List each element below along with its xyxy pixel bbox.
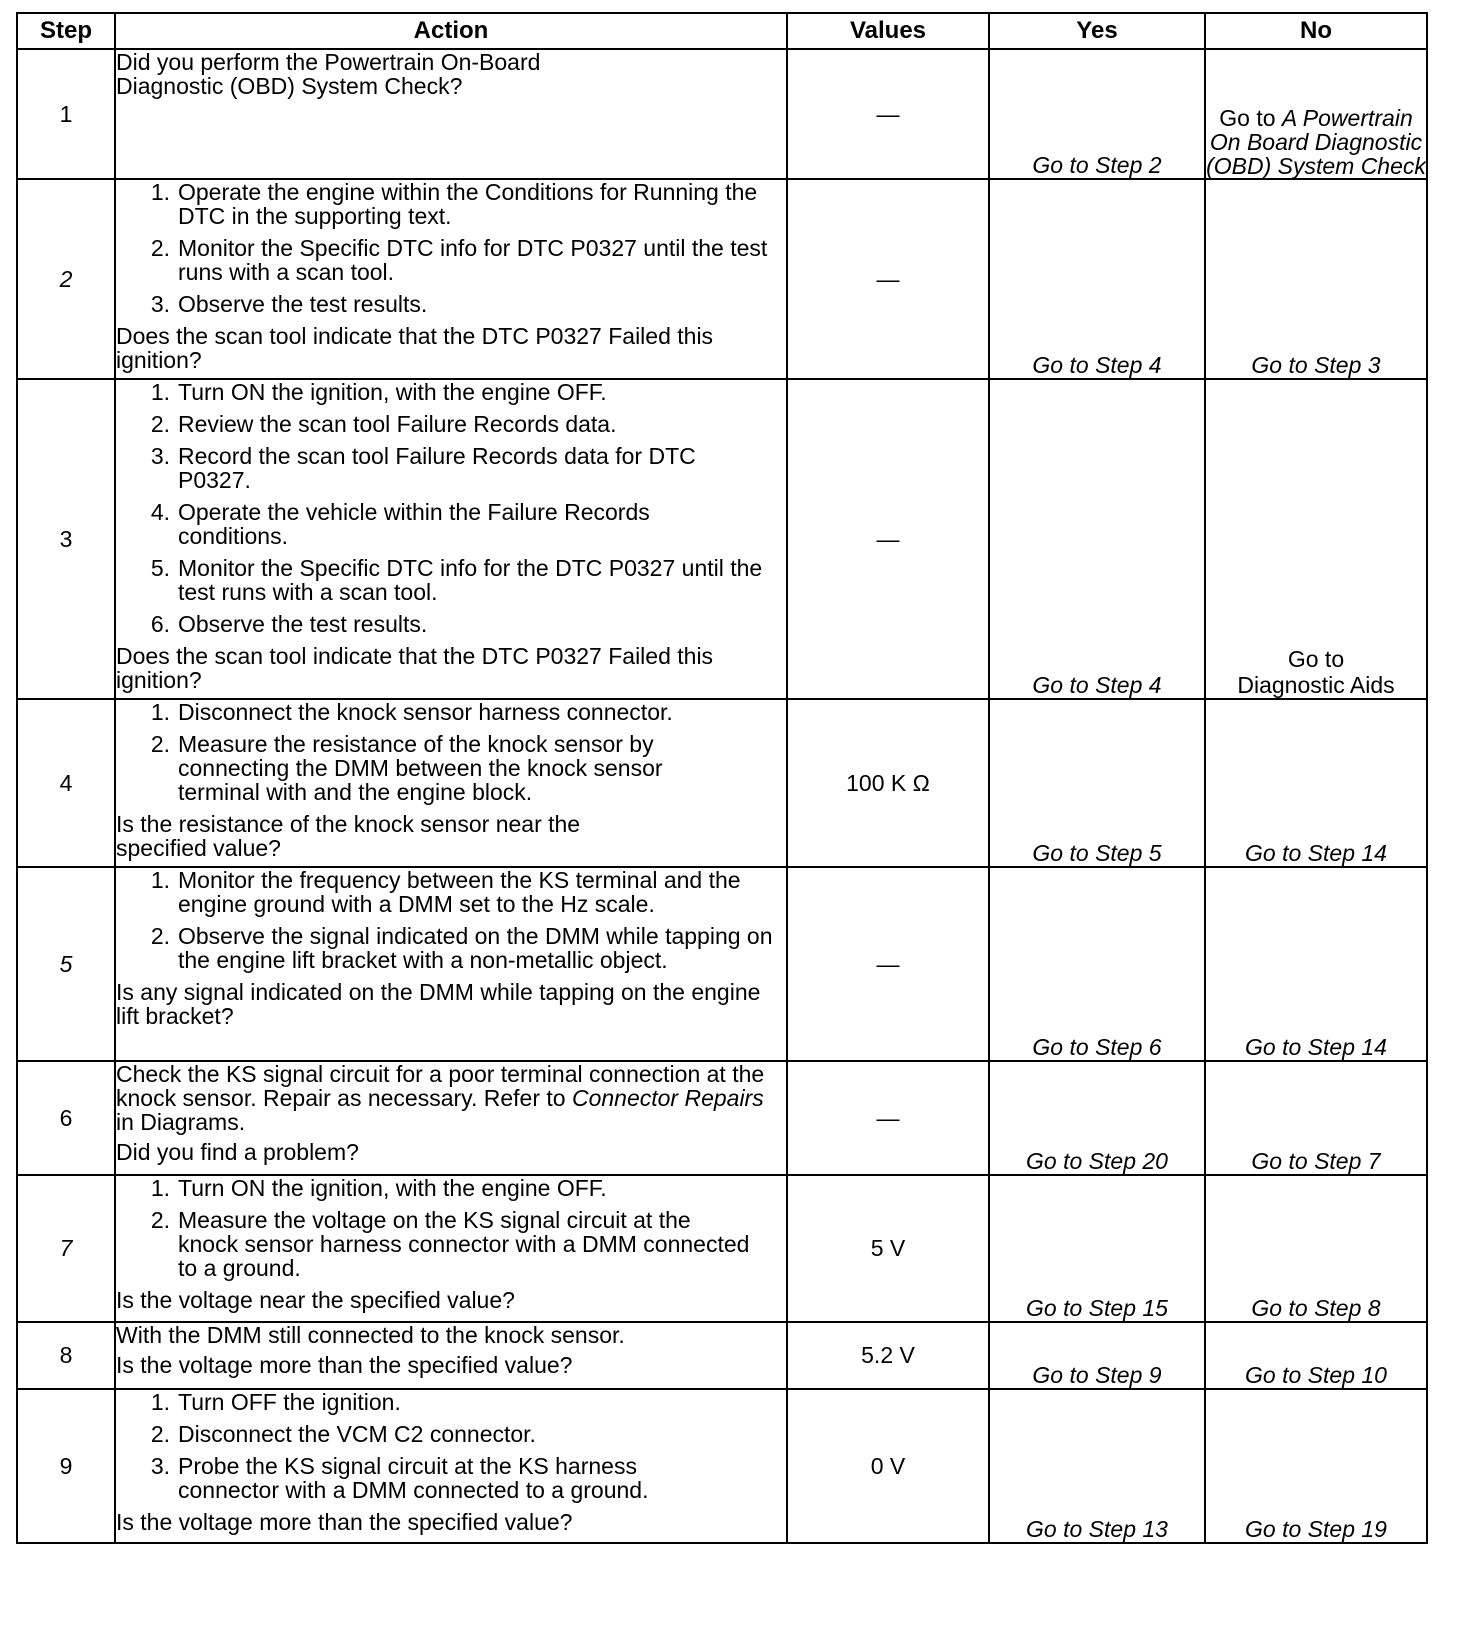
step-number: 1 (17, 49, 115, 179)
yes-cell: Go to Step 4 (989, 179, 1205, 379)
value-cell: 0 V (787, 1389, 989, 1543)
table-row-step-9 (17, 1389, 1427, 1543)
list-item: 6. Observe the test results. (150, 611, 428, 637)
table-row-step-7 (17, 1175, 1427, 1322)
action-cell (115, 379, 787, 699)
step-number: 2 (17, 179, 115, 379)
value-cell: 5.2 V (787, 1322, 989, 1389)
action-question: Is any signal indicated on the DMM while tapping on the engine lift bracket? (116, 979, 761, 1029)
action-cell (115, 1389, 787, 1543)
list-item: 1. Turn OFF the ignition. (150, 1389, 401, 1415)
step-number: 4 (17, 699, 115, 867)
action-question: Is the resistance of the knock sensor near the specified value? (116, 811, 581, 861)
yes-cell: Go to Step 6 (989, 867, 1205, 1061)
list-item: 1. Monitor the frequency between the KS terminal and the engine ground with a DMM set to the Hz scale. (150, 867, 741, 917)
action-steps (116, 1390, 786, 1502)
header-step: Step (17, 13, 115, 49)
action-steps (116, 700, 786, 804)
action-question: Is the voltage near the specified value? (116, 1287, 515, 1313)
yes-cell: Go to Step 5 (989, 699, 1205, 867)
step-number: 7 (17, 1175, 115, 1322)
header-action: Action (115, 13, 787, 49)
list-item: 1. Turn ON the ignition, with the engine OFF. (150, 1175, 607, 1201)
table-row-step-1 (17, 49, 1427, 179)
action-steps (116, 380, 786, 636)
table-row-step-6 (17, 1061, 1427, 1175)
action-cell (115, 1322, 787, 1389)
action-cell (115, 699, 787, 867)
no-cell: Go to Step 10 (1205, 1322, 1427, 1389)
list-item: 4. Operate the vehicle within the Failure Records conditions. (150, 499, 650, 549)
header-row (17, 13, 1427, 49)
value-cell: — (787, 1061, 989, 1175)
list-item: 5. Monitor the Specific DTC info for the DTC P0327 until the test runs with a scan tool. (150, 555, 763, 605)
list-item: 2. Disconnect the VCM C2 connector. (150, 1421, 536, 1447)
value-cell: 100 K Ω (787, 699, 989, 867)
table-row-step-3 (17, 379, 1427, 699)
action-question: Does the scan tool indicate that the DTC P0327 Failed this ignition? (116, 643, 714, 693)
yes-cell: Go to Step 15 (989, 1175, 1205, 1322)
header-no: No (1205, 13, 1427, 49)
action-cell (115, 867, 787, 1061)
action-question: Does the scan tool indicate that the DTC P0327 Failed this ignition? (116, 323, 714, 373)
no-cell: Go to Step 8 (1205, 1175, 1427, 1322)
diagnostic-table (16, 12, 1428, 1544)
action-steps (116, 180, 786, 316)
list-item: 2. Observe the signal indicated on the DMM while tapping on the engine lift bracket with a non-metallic object. (150, 923, 773, 973)
no-cell (1205, 49, 1427, 179)
value-cell: — (787, 49, 989, 179)
table-row-step-2 (17, 179, 1427, 379)
list-item: 3. Probe the KS signal circuit at the KS harness connector with a DMM connected to a ground. (150, 1453, 649, 1503)
value-cell: — (787, 379, 989, 699)
action-question: Did you perform the Powertrain On-Board Diagnostic (OBD) System Check? (116, 49, 541, 99)
list-item: 1. Operate the engine within the Conditions for Running the DTC in the supporting text. (150, 179, 758, 229)
no-reference-link[interactable]: A Powertrain On Board Diagnostic (OBD) System Check (1206, 105, 1426, 179)
action-steps (116, 1176, 786, 1280)
action-text: With the DMM still connected to the knock sensor. (116, 1322, 625, 1348)
step-number: 6 (17, 1061, 115, 1175)
list-item: 2. Measure the voltage on the KS signal circuit at the knock sensor harness connector with a DMM connected to a ground. (150, 1207, 750, 1281)
step-number: 5 (17, 867, 115, 1061)
action-text: Check the KS signal circuit for a poor terminal connection at the knock sensor. Repair as necessary. Refer to Connector Repairs in Diagrams. (116, 1061, 765, 1135)
diagnostic-aids-link[interactable]: Diagnostic Aids (1237, 672, 1395, 698)
step-number: 9 (17, 1389, 115, 1543)
list-item: 3. Record the scan tool Failure Records data for DTC P0327. (150, 443, 696, 493)
action-question: Did you find a problem? (116, 1139, 359, 1165)
no-cell: Go to Step 19 (1205, 1389, 1427, 1543)
no-cell: Go to Step 7 (1205, 1061, 1427, 1175)
list-item: 1. Disconnect the knock sensor harness connector. (150, 699, 673, 725)
no-line-1: Go to (1287, 646, 1345, 672)
header-yes: Yes (989, 13, 1205, 49)
no-cell: Go to Step 14 (1205, 867, 1427, 1061)
step-number: 8 (17, 1322, 115, 1389)
header-values: Values (787, 13, 989, 49)
table-row-step-8 (17, 1322, 1427, 1389)
list-item: 1. Turn ON the ignition, with the engine OFF. (150, 379, 607, 405)
list-item: 2. Review the scan tool Failure Records data. (150, 411, 617, 437)
action-cell (115, 1175, 787, 1322)
no-cell: Go to Step 3 (1205, 179, 1427, 379)
value-cell: — (787, 867, 989, 1061)
list-item: 2. Measure the resistance of the knock sensor by connecting the DMM between the knock sensor terminal with and the engine block. (150, 731, 663, 805)
action-cell (115, 179, 787, 379)
connector-repairs-link[interactable]: Connector Repairs (571, 1085, 764, 1111)
no-prefix: Go to (1219, 105, 1282, 131)
step-number: 3 (17, 379, 115, 699)
action-steps (116, 868, 786, 972)
list-item: 2. Monitor the Specific DTC info for DTC P0327 until the test runs with a scan tool. (150, 235, 768, 285)
value-cell: 5 V (787, 1175, 989, 1322)
action-question: Is the voltage more than the specified value? (116, 1352, 573, 1378)
yes-cell: Go to Step 13 (989, 1389, 1205, 1543)
yes-cell: Go to Step 20 (989, 1061, 1205, 1175)
table-row-step-5 (17, 867, 1427, 1061)
action-cell (115, 49, 787, 179)
action-question: Is the voltage more than the specified value? (116, 1509, 573, 1535)
no-cell: Go to Step 14 (1205, 699, 1427, 867)
table-row-step-4 (17, 699, 1427, 867)
yes-cell: Go to Step 2 (989, 49, 1205, 179)
yes-cell: Go to Step 4 (989, 379, 1205, 699)
action-cell (115, 1061, 787, 1175)
yes-cell: Go to Step 9 (989, 1322, 1205, 1389)
value-cell: — (787, 179, 989, 379)
list-item: 3. Observe the test results. (150, 291, 428, 317)
no-cell (1205, 379, 1427, 699)
